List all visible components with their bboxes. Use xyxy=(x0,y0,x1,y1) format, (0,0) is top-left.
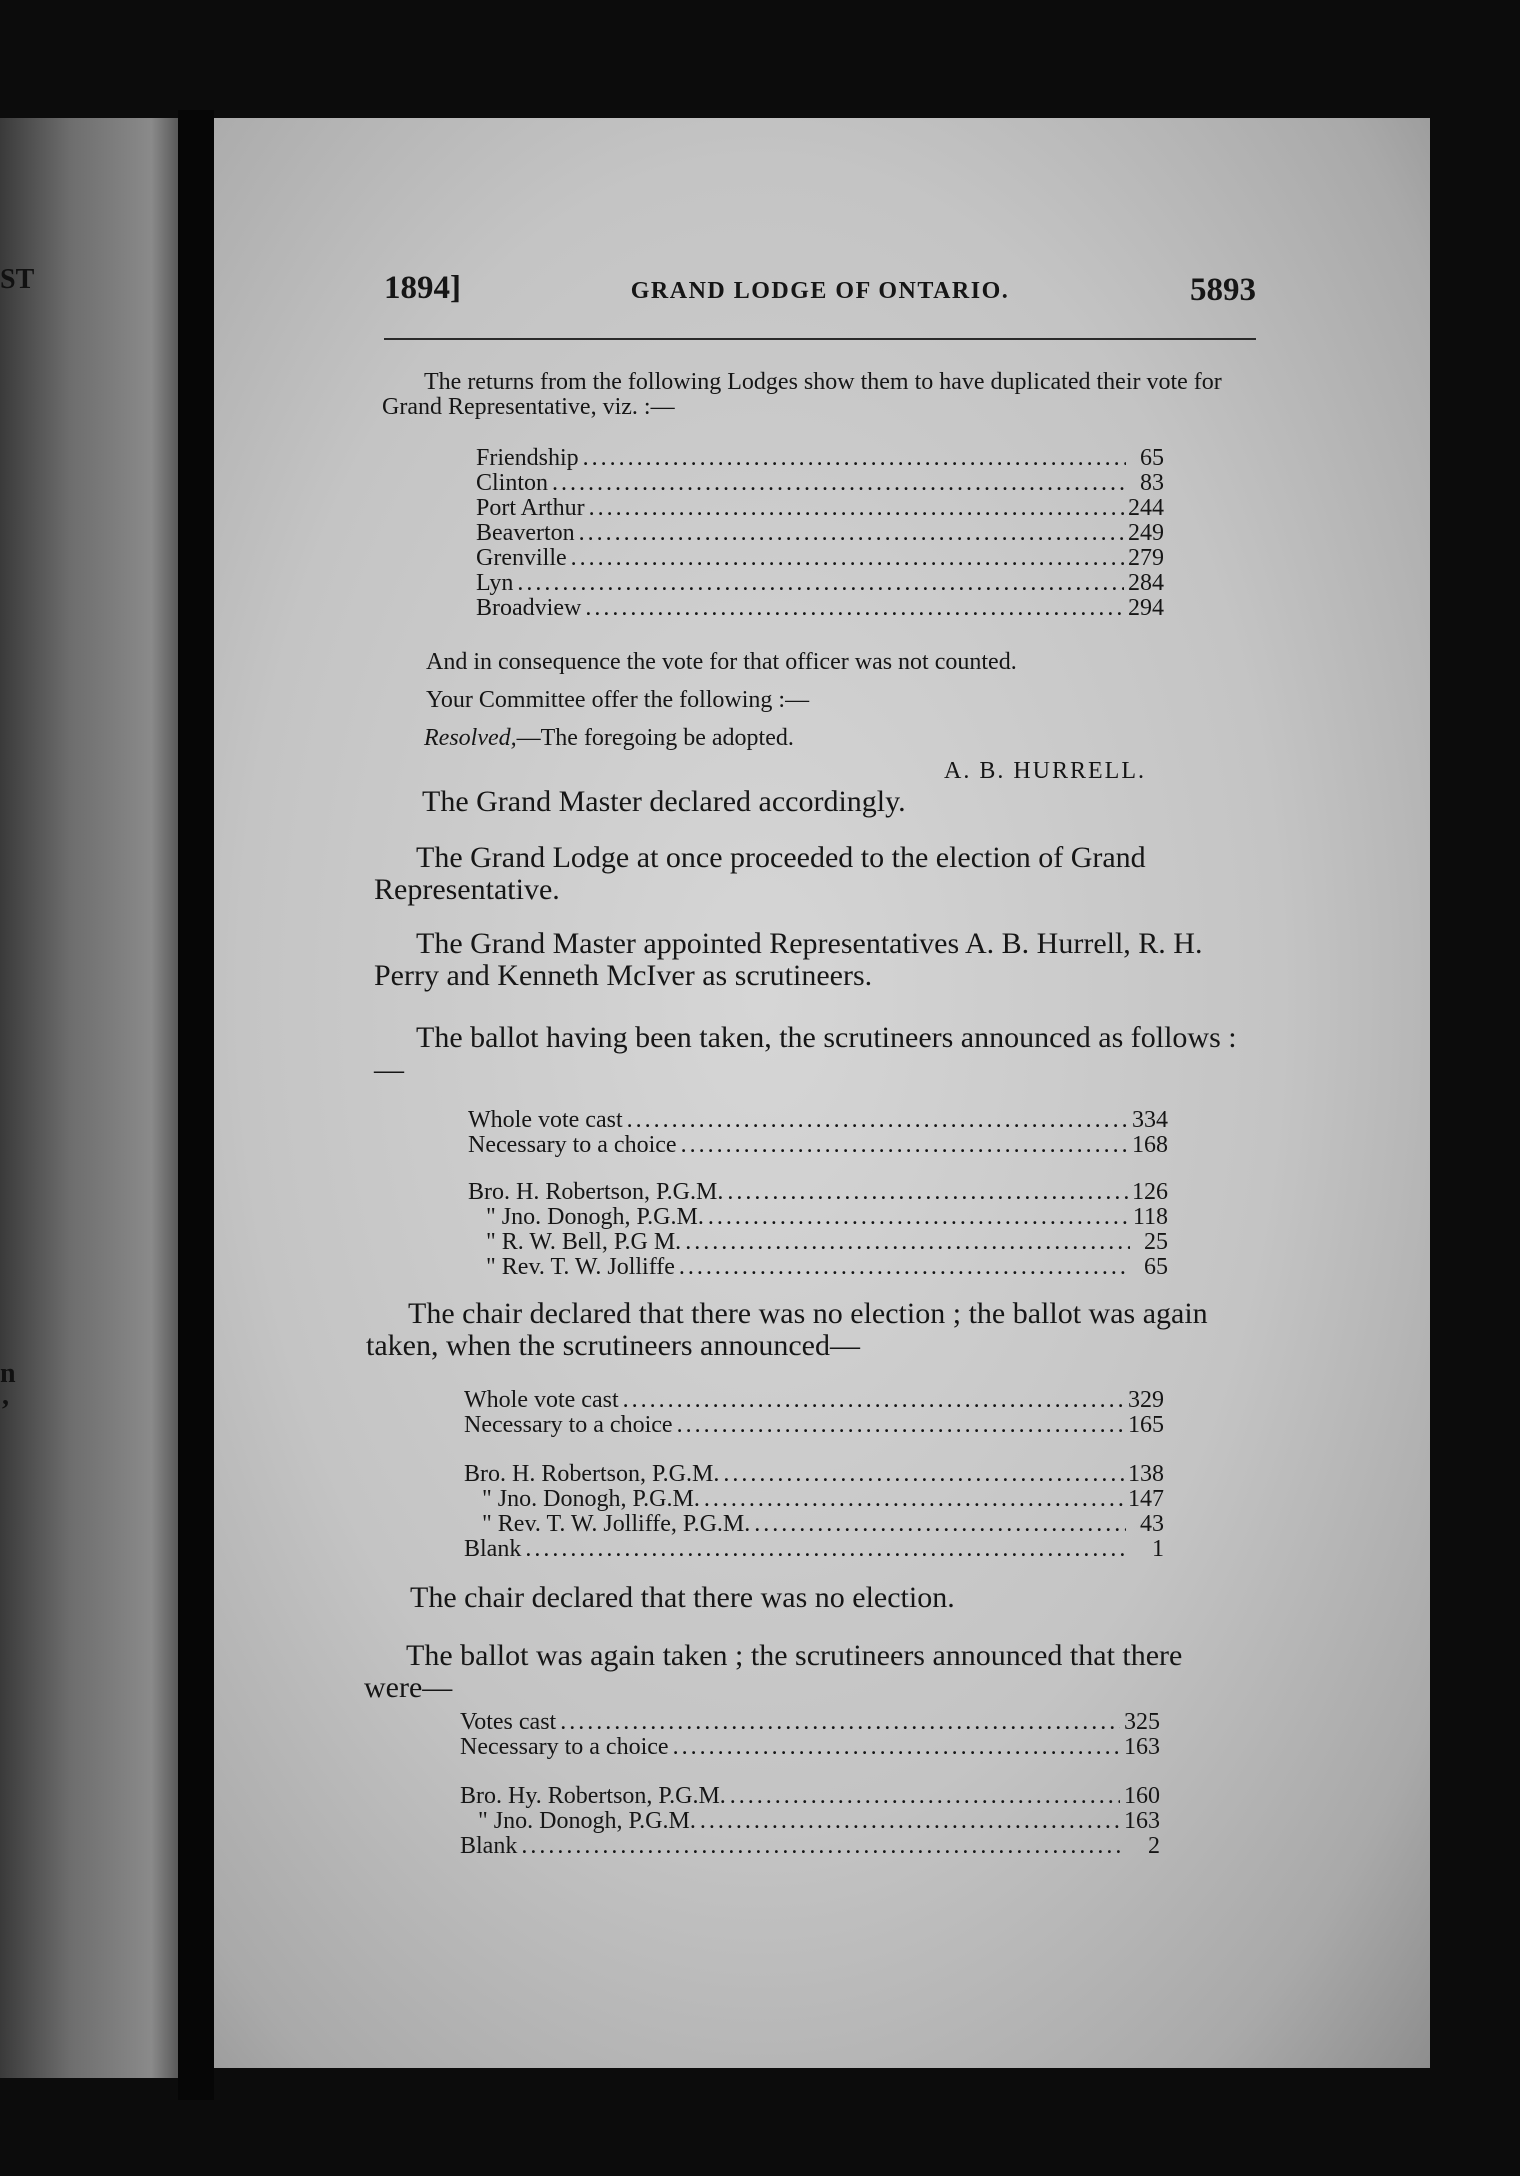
table-row: Blank ..... 2 xyxy=(460,1834,1160,1859)
ballot-3-paragraph: The ballot was again taken ; the scrutineers announced that there were— xyxy=(364,1639,1183,1704)
table-row: Bro. H. Robertson, P.G.M. ..... 138 xyxy=(464,1462,1164,1487)
table-row: Bro. H. Robertson, P.G.M. ..... 126 xyxy=(468,1180,1168,1205)
resolved-word: Resolved, xyxy=(424,725,517,751)
table-row: " R. W. Bell, P.G M. ..... 25 xyxy=(468,1230,1168,1255)
ballot-1-candidates xyxy=(468,1180,1168,1280)
list-item: Grenville ..... 279 xyxy=(476,546,1164,571)
header-rule xyxy=(384,338,1256,340)
left-page-edge xyxy=(0,118,178,2078)
declared-paragraph: The Grand Master declared accordingly. xyxy=(422,785,906,818)
table-row: Necessary to a choice ..... 168 xyxy=(468,1133,1168,1158)
table-row: " Jno. Donogh, P.G.M. ..... 163 xyxy=(460,1809,1160,1834)
table-row: " Jno. Donogh, P.G.M. ..... 147 xyxy=(464,1487,1164,1512)
ballot-1-paragraph: The ballot having been taken, the scrutineers announced as follows :— xyxy=(374,1021,1237,1086)
table-row: Whole vote cast ..... 334 xyxy=(468,1108,1168,1133)
list-item: Broadview ..... 294 xyxy=(476,596,1164,621)
book-gutter xyxy=(178,110,214,2100)
table-row: Necessary to a choice ..... 165 xyxy=(464,1413,1164,1438)
list-item: Lyn ..... 284 xyxy=(476,571,1164,596)
no-election-paragraph-1: The chair declared that there was no election ; the ballot was again taken, when the scrutineers announced— xyxy=(366,1297,1208,1362)
ballot-2-totals xyxy=(464,1388,1164,1438)
list-item: Clinton ..... 83 xyxy=(476,471,1164,496)
duplicated-lodges-list xyxy=(476,446,1164,621)
list-item: Port Arthur ..... 244 xyxy=(476,496,1164,521)
left-page-fragment: n xyxy=(0,1358,16,1389)
left-page-fragment: ST xyxy=(0,264,35,295)
page-header xyxy=(384,270,1256,316)
table-row: Necessary to a choice ..... 163 xyxy=(460,1735,1160,1760)
ballot-2-candidates xyxy=(464,1462,1164,1562)
header-year: 1894] xyxy=(384,270,461,306)
consequence-text: And in consequence the vote for that officer was not counted. xyxy=(426,649,1017,675)
table-row: Blank ..... 1 xyxy=(464,1537,1164,1562)
signature: A. B. HURRELL. xyxy=(944,758,1146,784)
list-item: Beaverton ..... 249 xyxy=(476,521,1164,546)
table-row: Bro. Hy. Robertson, P.G.M. ..... 160 xyxy=(460,1784,1160,1809)
resolution-text: —The foregoing be adopted. xyxy=(516,725,794,751)
table-row: Votes cast ..... 325 xyxy=(460,1710,1160,1735)
book-page xyxy=(214,118,1430,2068)
election-paragraph: The Grand Lodge at once proceeded to the election of Grand Representative. xyxy=(374,841,1146,906)
table-row: " Jno. Donogh, P.G.M. ..... 118 xyxy=(468,1205,1168,1230)
committee-offer-text: Your Committee offer the following :— xyxy=(426,687,810,713)
resolution-line xyxy=(424,726,794,751)
ballot-3-totals xyxy=(460,1710,1160,1760)
no-election-paragraph-2: The chair declared that there was no election. xyxy=(410,1581,955,1614)
table-row: Whole vote cast ..... 329 xyxy=(464,1388,1164,1413)
table-row: " Rev. T. W. Jolliffe, P.G.M. ..... 43 xyxy=(464,1512,1164,1537)
ballot-3-candidates xyxy=(460,1784,1160,1859)
intro-paragraph: The returns from the following Lodges show them to have duplicated their vote for Grand Representative, viz. :— xyxy=(382,369,1222,420)
ballot-1-totals xyxy=(468,1108,1168,1158)
page-number: 5893 xyxy=(1190,272,1256,308)
scrutineers-paragraph: The Grand Master appointed Representatives A. B. Hurrell, R. H. Perry and Kenneth McIver as scrutineers. xyxy=(374,927,1203,992)
left-page-fragment: , xyxy=(2,1380,9,1411)
header-title: GRAND LODGE OF ONTARIO. xyxy=(630,278,1010,304)
table-row: " Rev. T. W. Jolliffe ..... 65 xyxy=(468,1255,1168,1280)
list-item: Friendship ..... 65 xyxy=(476,446,1164,471)
